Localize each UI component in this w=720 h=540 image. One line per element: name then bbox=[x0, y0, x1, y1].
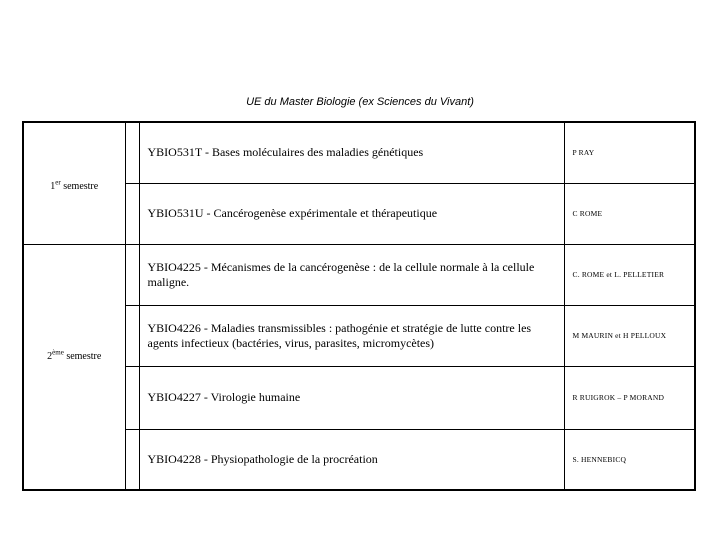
course-cell: YBIO531U - Cancérogenèse expérimentale et thérapeutique bbox=[139, 183, 564, 244]
page-title: UE du Master Biologie (ex Sciences du Vivant) bbox=[246, 96, 474, 108]
semester-2-label: 2ème semestre bbox=[47, 348, 102, 362]
teacher-cell: M MAURIN et H PELLOUX bbox=[564, 305, 695, 366]
teacher-cell: S. HENNEBICQ bbox=[564, 429, 695, 490]
spacer-cell bbox=[125, 122, 139, 183]
course-cell: YBIO531T - Bases moléculaires des maladies génétiques bbox=[139, 122, 564, 183]
course-cell: YBIO4226 - Maladies transmissibles : pathogénie et stratégie de lutte contre les agents infectieux (bactéries, virus, parasites, micromycètes) bbox=[139, 305, 564, 366]
course-cell: YBIO4225 - Mécanismes de la cancérogenèse : de la cellule normale à la cellule maligne. bbox=[139, 244, 564, 305]
table-row bbox=[23, 244, 695, 305]
semester-1-label: 1er semestre bbox=[50, 179, 99, 193]
course-cell: YBIO4227 - Virologie humaine bbox=[139, 366, 564, 429]
spacer-cell bbox=[125, 429, 139, 490]
ue-table bbox=[22, 121, 696, 491]
teacher-cell: C. ROME et L. PELLETIER bbox=[564, 244, 695, 305]
spacer-cell bbox=[125, 366, 139, 429]
spacer-cell bbox=[125, 183, 139, 244]
table-row bbox=[23, 122, 695, 183]
semester-2-cell bbox=[23, 244, 125, 490]
teacher-cell: C ROME bbox=[564, 183, 695, 244]
semester-1-cell bbox=[23, 122, 125, 244]
spacer-cell bbox=[125, 244, 139, 305]
spacer-cell bbox=[125, 305, 139, 366]
teacher-cell: P RAY bbox=[564, 122, 695, 183]
course-cell: YBIO4228 - Physiopathologie de la procréation bbox=[139, 429, 564, 490]
teacher-cell: R RUIGROK – P MORAND bbox=[564, 366, 695, 429]
